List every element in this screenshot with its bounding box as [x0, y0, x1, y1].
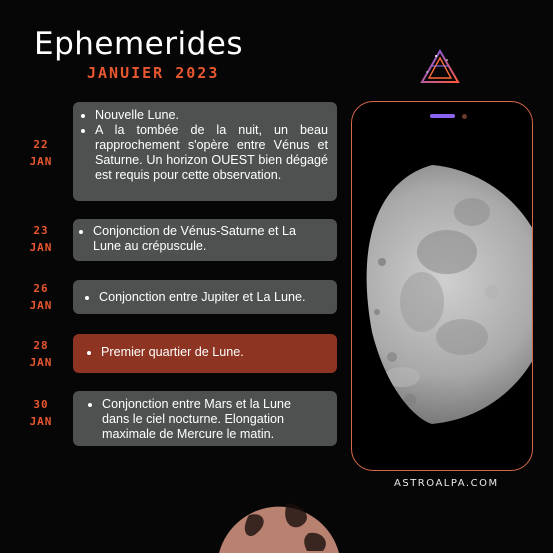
event-month: JAN [29, 299, 53, 312]
event-text: • Conjonction de Vénus-Saturne et La Lune au crépuscule. [93, 224, 319, 254]
moon-image [352, 102, 533, 471]
page-subtitle: JANUIER 2023 [87, 64, 220, 82]
event-card [73, 280, 337, 314]
event-card [73, 391, 337, 446]
event-day: 23 [33, 224, 49, 237]
event-text: • Nouvelle Lune. [95, 108, 328, 123]
event-text: • Premier quartier de Lune. [101, 345, 333, 360]
event-month: JAN [29, 241, 53, 254]
event-card-highlight [73, 334, 337, 373]
event-month: JAN [29, 415, 53, 428]
event-text: • Conjonction entre Jupiter et La Lune. [99, 290, 333, 305]
page-title: Ephemerides [34, 26, 244, 62]
event-card [73, 102, 337, 201]
event-date [18, 280, 64, 314]
event-day: 28 [33, 339, 49, 352]
website-label: ASTROALPA.COM [394, 478, 499, 489]
astroalpa-logo [418, 48, 462, 86]
globe-icon [209, 493, 349, 553]
event-date [18, 222, 64, 256]
event-month: JAN [29, 356, 53, 369]
event-date [18, 396, 64, 430]
event-text: • Conjonction entre Mars et la Lune dans le ciel nocturne. Elongation maximale de Mercure le matin. [102, 397, 319, 442]
event-date [18, 136, 64, 170]
camera-icon [462, 114, 467, 119]
event-text: • A la tombée de la nuit, un beau rapprochement s'opère entre Vénus et Saturne. Un horizon OUEST bien dégagé est requis pour cette observation. [95, 123, 328, 183]
phone-mockup [351, 101, 533, 471]
event-day: 26 [33, 282, 49, 295]
event-day: 30 [33, 398, 49, 411]
event-date [18, 337, 64, 371]
event-card [73, 219, 337, 261]
event-month: JAN [29, 155, 53, 168]
event-day: 22 [33, 138, 49, 151]
phone-notch [430, 114, 455, 118]
